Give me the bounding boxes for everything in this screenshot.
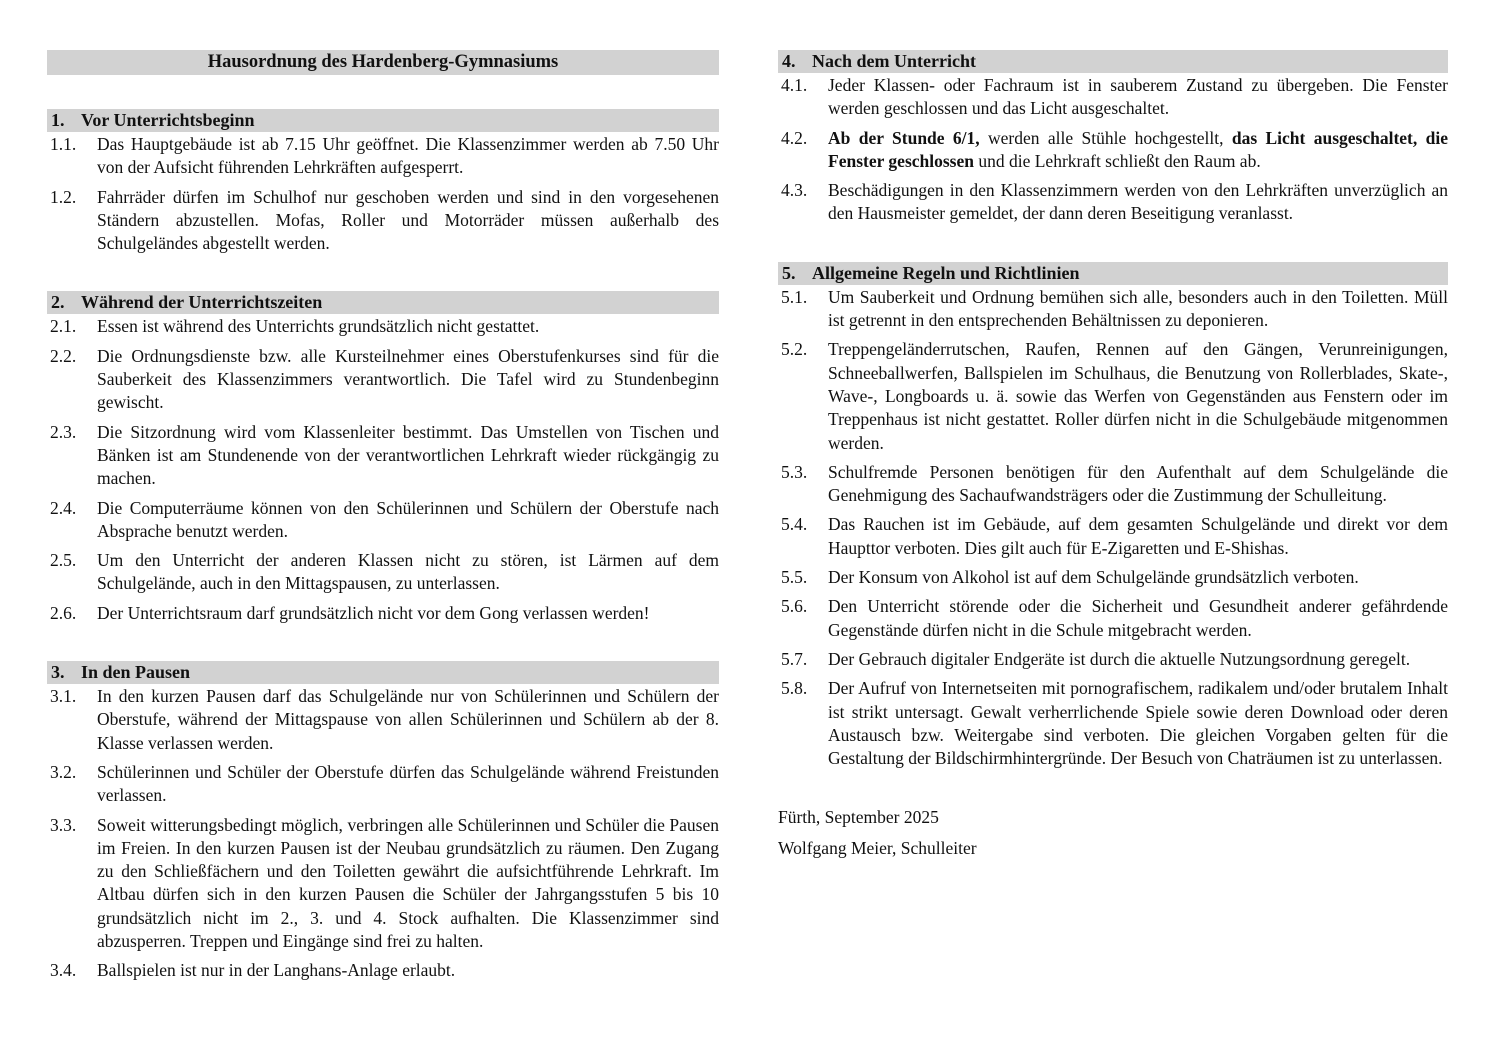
section-number: 3. <box>51 662 65 683</box>
rule-number: 2.6. <box>50 602 77 623</box>
place-date: Fürth, September 2025 <box>778 807 939 828</box>
rule-item <box>778 566 1448 589</box>
rule-text: Schulfremde Personen benötigen für den Aufenthalt auf dem Schulgelände die Genehmigung des Sachaufwandsträgers oder die Zustimmung der Schulleitung. <box>828 461 1448 506</box>
rule-number: 5.2. <box>781 339 808 360</box>
rule-text: Der Konsum von Alkohol ist auf dem Schulgelände grundsätzlich verboten. <box>828 567 1359 588</box>
section-3-heading <box>47 661 719 684</box>
document-title: Hausordnung des Hardenberg-Gymnasiums <box>47 50 719 75</box>
rule-number: 5.6. <box>781 596 808 617</box>
rule-text: Der Gebrauch digitaler Endgeräte ist durch die aktuelle Nutzungsordnung geregelt. <box>828 648 1411 669</box>
rule-text: Die Sitzordnung wird vom Klassenleiter bestimmt. Das Umstellen von Tischen und Bänken ist am Stundenende von der verantwortlichen Lehrkraft wieder rückgängig zu machen. <box>97 421 719 489</box>
section-number: 1. <box>51 110 65 130</box>
rule-text: Fahrräder dürfen im Schulhof nur geschoben werden und sind in den vorgesehenen Ständern abzustellen. Mofas, Roller und Motorräder müssen außerhalb des Schulgeländes abgestellt werden. <box>97 186 719 254</box>
rule-number: 3.3. <box>50 814 77 835</box>
rule-item <box>778 461 1448 508</box>
right-column <box>778 50 1448 867</box>
rule-text: Ballspielen ist nur in der Langhans-Anlage erlaubt. <box>97 960 456 981</box>
section-1-heading <box>47 109 719 132</box>
rule-item <box>47 186 719 256</box>
rule-text-bold: das Licht ausgeschaltet, die Fenster geschlossen <box>828 127 1448 171</box>
rule-item <box>778 595 1448 642</box>
rule-text: Den Unterricht störende oder die Sicherheit und Gesundheit anderer gefährdende Gegenstände dürfen nicht in die Schule mitgebracht werden. <box>828 596 1448 640</box>
section-5-heading <box>778 262 1448 285</box>
section-4-heading <box>778 50 1448 73</box>
rule-item <box>47 345 719 415</box>
rule-item <box>778 677 1448 770</box>
section-title: Während der Unterrichtszeiten <box>81 292 323 313</box>
rule-number: 5.8. <box>781 678 808 699</box>
rule-item <box>47 602 719 625</box>
rule-text <box>828 127 1448 174</box>
rule-item <box>778 648 1448 671</box>
rule-text: Treppengeländerrutschen, Raufen, Rennen auf den Gängen, Verunreinigungen, Schneeballwerfen, Ballspielen im Schulhaus, die Benutzung von Rollerblades, Skate-, Wave-, Longboards u. ä. sowie das Werfen von Gegenständen aus Fenstern oder im Treppenhaus ist nicht gestattet. Roller dürfen nicht in die Schulgebäude mitgenommen werden. <box>828 339 1448 453</box>
rule-text: Um den Unterricht der anderen Klassen nicht zu stören, ist Lärmen auf dem Schulgelände, auch in den Mittagspausen, zu unterlassen. <box>97 550 719 594</box>
rule-text-regular: werden alle Stühle hochgestellt, <box>979 127 1232 148</box>
rule-item <box>47 315 719 338</box>
rule-number: 5.7. <box>781 648 808 669</box>
rule-text-regular: und die Lehrkraft schließt den Raum ab. <box>973 150 1261 171</box>
rule-text: Der Aufruf von Internetseiten mit pornografischem, radikalem und/oder brutalem Inhalt ist strikt untersagt. Gewalt verherrlichende Spiele sowie deren Download oder deren Austausch bzw. Weitergabe sind verboten. Die gleichen Vorgaben gelten für die Gestaltung der Bildschirmhintergründe. Der Besuch von Chaträumen ist zu unterlassen. <box>828 678 1448 769</box>
rule-item <box>778 127 1448 174</box>
section-number: 5. <box>782 262 796 283</box>
rule-item <box>47 421 719 491</box>
rule-number: 3.4. <box>50 960 77 981</box>
rule-text: Das Rauchen ist im Gebäude, auf dem gesamten Schulgelände und direkt vor dem Haupttor verboten. Dies gilt auch für E-Zigaretten und E-Shishas. <box>828 514 1448 558</box>
rule-item <box>778 338 1448 454</box>
rule-item <box>47 761 719 808</box>
rule-text: Schülerinnen und Schüler der Oberstufe dürfen das Schulgelände während Freistunden verlassen. <box>97 761 719 806</box>
rule-item <box>778 179 1448 226</box>
rule-text: Beschädigungen in den Klassenzimmern werden von den Lehrkräften unverzüglich an den Hausmeister gemeldet, der dann deren Beseitigung veranlasst. <box>828 180 1448 224</box>
section-title: Nach dem Unterricht <box>812 51 976 71</box>
rule-text: Jeder Klassen- oder Fachraum ist in sauberem Zustand zu übergeben. Die Fenster werden geschlossen und das Licht ausgeschaltet. <box>828 75 1448 119</box>
rule-number: 4.3. <box>781 180 808 201</box>
rule-number: 4.2. <box>781 127 808 148</box>
rule-text: Das Hauptgebäude ist ab 7.15 Uhr geöffnet. Die Klassenzimmer werden ab 7.50 Uhr von der Aufsicht führenden Lehrkräften aufgesperrt. <box>97 134 719 178</box>
rule-number: 1.2. <box>50 186 77 207</box>
rule-text: Die Computerräume können von den Schülerinnen und Schülern der Oberstufe nach Absprache benutzt werden. <box>97 497 719 541</box>
left-column <box>47 50 719 989</box>
rule-item <box>47 549 719 596</box>
section-title: Vor Unterrichtsbeginn <box>81 110 255 130</box>
rule-text: Der Unterrichtsraum darf grundsätzlich nicht vor dem Gong verlassen werden! <box>97 602 650 623</box>
rule-item <box>778 286 1448 333</box>
section-2-heading <box>47 291 719 314</box>
rule-item <box>778 513 1448 560</box>
rule-number: 4.1. <box>781 75 808 95</box>
rule-number: 5.1. <box>781 286 808 307</box>
rule-item <box>47 497 719 544</box>
section-number: 2. <box>51 292 65 313</box>
rule-text: Die Ordnungsdienste bzw. alle Kursteilnehmer eines Oberstufenkurses sind für die Sauberkeit des Klassenzimmers verantwortlich. Die Tafel wird zu Stundenbeginn gewischt. <box>97 345 719 413</box>
rule-text: In den kurzen Pausen darf das Schulgelände nur von Schülerinnen und Schülern der Oberstufe, während der Mittagspause von allen Schülerinnen und Schülern ab der 8. Klasse verlassen werden. <box>97 686 719 753</box>
rule-number: 2.2. <box>50 345 77 366</box>
rule-text: Soweit witterungsbedingt möglich, verbringen alle Schülerinnen und Schüler die Pausen im Freien. In den kurzen Pausen ist der Neubau grundsätzlich zu räumen. Den Zugang zu den Schließfächern und den Toiletten gewährt die aufsichtführende Lehrkraft. Im Altbau dürfen sich in den kurzen Pausen die Schüler der Jahrgangsstufen 5 bis 10 grundsätzlich nicht im 2., 3. und 4. Stock aufhalten. Die Klassenzimmer sind abzusperren. Treppen und Eingänge sind frei zu halten. <box>97 814 719 952</box>
signature-line: Wolfgang Meier, Schulleiter <box>778 837 977 858</box>
section-title: Allgemeine Regeln und Richtlinien <box>812 262 1080 283</box>
rule-text-bold: Ab der Stunde 6/1, <box>828 127 980 148</box>
rule-item <box>47 959 719 982</box>
rule-number: 1.1. <box>50 134 77 154</box>
rule-text: Essen ist während des Unterrichts grundsätzlich nicht gestattet. <box>97 316 540 337</box>
section-number: 4. <box>782 51 796 71</box>
rule-number: 5.4. <box>781 514 808 535</box>
rule-number: 3.1. <box>50 686 77 707</box>
rule-text: Um Sauberkeit und Ordnung bemühen sich alle, besonders auch in den Toiletten. Müll ist getrennt in den entsprechenden Behältnissen zu deponieren. <box>828 286 1448 331</box>
rule-item <box>47 685 719 755</box>
rule-item <box>47 814 719 954</box>
rule-number: 2.1. <box>50 316 77 337</box>
rule-number: 2.4. <box>50 497 77 518</box>
rule-number: 5.5. <box>781 567 808 588</box>
rule-number: 3.2. <box>50 761 77 782</box>
rule-number: 2.3. <box>50 421 77 442</box>
section-title: In den Pausen <box>81 662 191 683</box>
rule-item <box>778 74 1448 121</box>
rule-number: 5.3. <box>781 461 808 482</box>
rule-item <box>47 133 719 180</box>
rule-number: 2.5. <box>50 550 77 571</box>
